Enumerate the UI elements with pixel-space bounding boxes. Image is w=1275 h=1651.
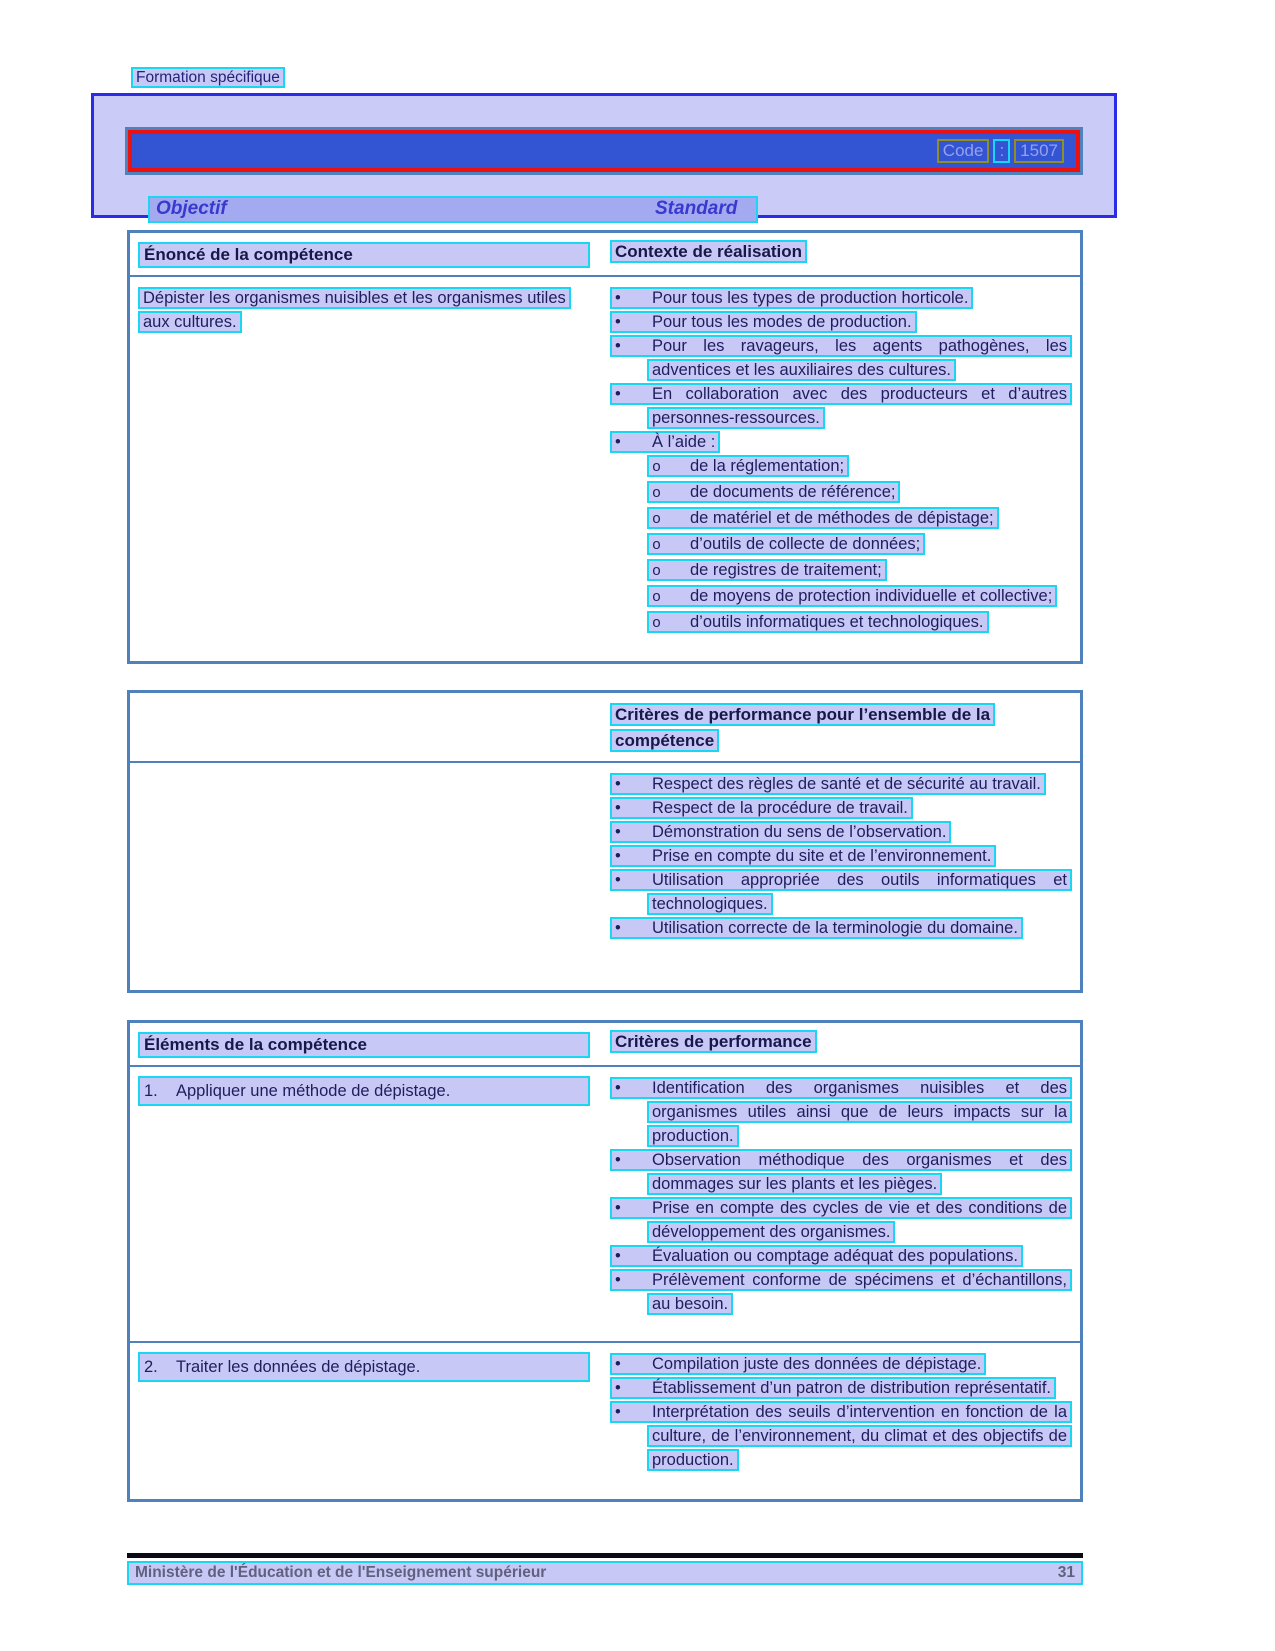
table-elements-competence: [127, 1020, 1083, 1502]
list-item: o de moyens de protection individuelle et collective;: [647, 584, 1072, 610]
list-item: • À l’aide :: [610, 430, 1072, 454]
criteres-ensemble-list: [600, 763, 1080, 946]
list-item: o de documents de référence;: [647, 480, 1072, 506]
bullet-icon: •: [615, 1247, 621, 1265]
list-item: • Pour tous les modes de production.: [610, 310, 1072, 334]
page-footer: [127, 1553, 1083, 1585]
list-item: • Utilisation appropriée des outils informatiques et technologiques.: [610, 868, 1072, 916]
list-item: • Prélèvement conforme de spécimens et d’échantillons, au besoin.: [610, 1268, 1072, 1316]
bullet-icon: •: [615, 823, 621, 841]
bullet-icon: •: [615, 919, 621, 937]
contexte-list: [600, 277, 1080, 642]
circle-bullet-icon: o: [652, 485, 662, 502]
circle-bullet-icon: o: [652, 537, 662, 554]
bullet-icon: •: [615, 847, 621, 865]
list-item: o de registres de traitement;: [647, 558, 1072, 584]
program-title-bar: [128, 130, 1080, 172]
circle-bullet-icon: o: [652, 459, 662, 476]
bullet-icon: •: [615, 1079, 621, 1097]
standard-label: Standard: [655, 198, 738, 219]
list-item: • Démonstration du sens de l’observation.: [610, 820, 1072, 844]
bullet-icon: •: [615, 775, 621, 793]
bullet-icon: •: [615, 385, 621, 403]
list-item: o d’outils informatiques et technologiques.: [647, 610, 1072, 636]
list-item: • Respect de la procédure de travail.: [610, 796, 1072, 820]
circle-bullet-icon: o: [652, 563, 662, 580]
circle-bullet-icon: o: [652, 615, 662, 632]
code-colon: :: [993, 139, 1010, 163]
element-row-2: [130, 1343, 1080, 1478]
list-item: • Établissement d’un patron de distribution représentatif.: [610, 1376, 1072, 1400]
header-elements: Éléments de la compétence: [130, 1023, 600, 1065]
list-item: • Pour tous les types de production horticole.: [610, 286, 1072, 310]
item-number: 2.: [144, 1358, 158, 1376]
footer-rule: [127, 1553, 1083, 1558]
header-empty-cell: [130, 693, 600, 761]
element-label: 1. Appliquer une méthode de dépistage.: [130, 1067, 600, 1341]
element-label: 2. Traiter les données de dépistage.: [130, 1343, 600, 1478]
list-item: • Utilisation correcte de la terminologie du domaine.: [610, 916, 1072, 940]
header-enonce: Énoncé de la compétence: [130, 233, 600, 275]
objectif-label: Objectif: [156, 198, 227, 219]
bullet-icon: •: [615, 1379, 621, 1397]
table-enonce-competence: [127, 230, 1083, 664]
criteres-list: [600, 1343, 1080, 1478]
page-number: 31: [1057, 1564, 1075, 1581]
bullet-icon: •: [615, 799, 621, 817]
bullet-icon: •: [615, 1355, 621, 1373]
circle-bullet-icon: o: [652, 511, 662, 528]
list-item: • Prise en compte du site et de l’environnement.: [610, 844, 1072, 868]
competence-statement: Dépister les organismes nuisibles et les organismes utiles aux cultures.: [130, 277, 600, 642]
element-row-1: [130, 1067, 1080, 1343]
section-label-text: Formation spécifique: [131, 67, 285, 88]
header-contexte: Contexte de réalisation: [600, 233, 1080, 275]
table-criteres-ensemble: [127, 690, 1083, 993]
program-header-box: [91, 93, 1117, 218]
bullet-icon: •: [615, 1151, 621, 1169]
list-item: • En collaboration avec des producteurs et d’autres personnes-ressources.: [610, 382, 1072, 430]
list-item: • Compilation juste des données de dépistage.: [610, 1352, 1072, 1376]
bullet-icon: •: [615, 871, 621, 889]
program-code: [937, 139, 1064, 163]
bullet-icon: •: [615, 1199, 621, 1217]
header-criteres: Critères de performance: [600, 1023, 1080, 1065]
list-item: o de la réglementation;: [647, 454, 1072, 480]
list-item: • Pour les ravageurs, les agents pathogènes, les adventices et les auxiliaires des cultures.: [610, 334, 1072, 382]
bullet-icon: •: [615, 1271, 621, 1289]
code-label: Code: [937, 139, 990, 163]
list-item: • Identification des organismes nuisibles et des organismes utiles ainsi que de leurs impacts sur la production.: [610, 1076, 1072, 1148]
bullet-icon: •: [615, 313, 621, 331]
circle-bullet-icon: o: [652, 589, 662, 606]
list-item: • Interprétation des seuils d’intervention en fonction de la culture, de l’environnement, du climat et des objectifs de production.: [610, 1400, 1072, 1472]
objectif-standard-band: [148, 196, 758, 223]
bullet-icon: •: [615, 337, 621, 355]
list-item: o d’outils de collecte de données;: [647, 532, 1072, 558]
code-value: 1507: [1014, 139, 1064, 163]
list-item: • Respect des règles de santé et de sécurité au travail.: [610, 772, 1072, 796]
list-item: • Évaluation ou comptage adéquat des populations.: [610, 1244, 1072, 1268]
bullet-icon: •: [615, 289, 621, 307]
empty-cell: [130, 763, 600, 946]
header-criteres-ensemble: Critères de performance pour l’ensemble de la compétence: [600, 693, 1080, 761]
bullet-icon: •: [615, 1403, 621, 1421]
list-item: o de matériel et de méthodes de dépistage;: [647, 506, 1072, 532]
bullet-icon: •: [615, 433, 621, 451]
list-item: • Prise en compte des cycles de vie et des conditions de développement des organismes.: [610, 1196, 1072, 1244]
criteres-list: [600, 1067, 1080, 1341]
list-item: • Observation méthodique des organismes et des dommages sur les plants et les pièges.: [610, 1148, 1072, 1196]
item-number: 1.: [144, 1082, 158, 1100]
section-label: [131, 69, 285, 87]
ministry-label: Ministère de l'Éducation et de l'Enseignement supérieur: [135, 1564, 547, 1581]
